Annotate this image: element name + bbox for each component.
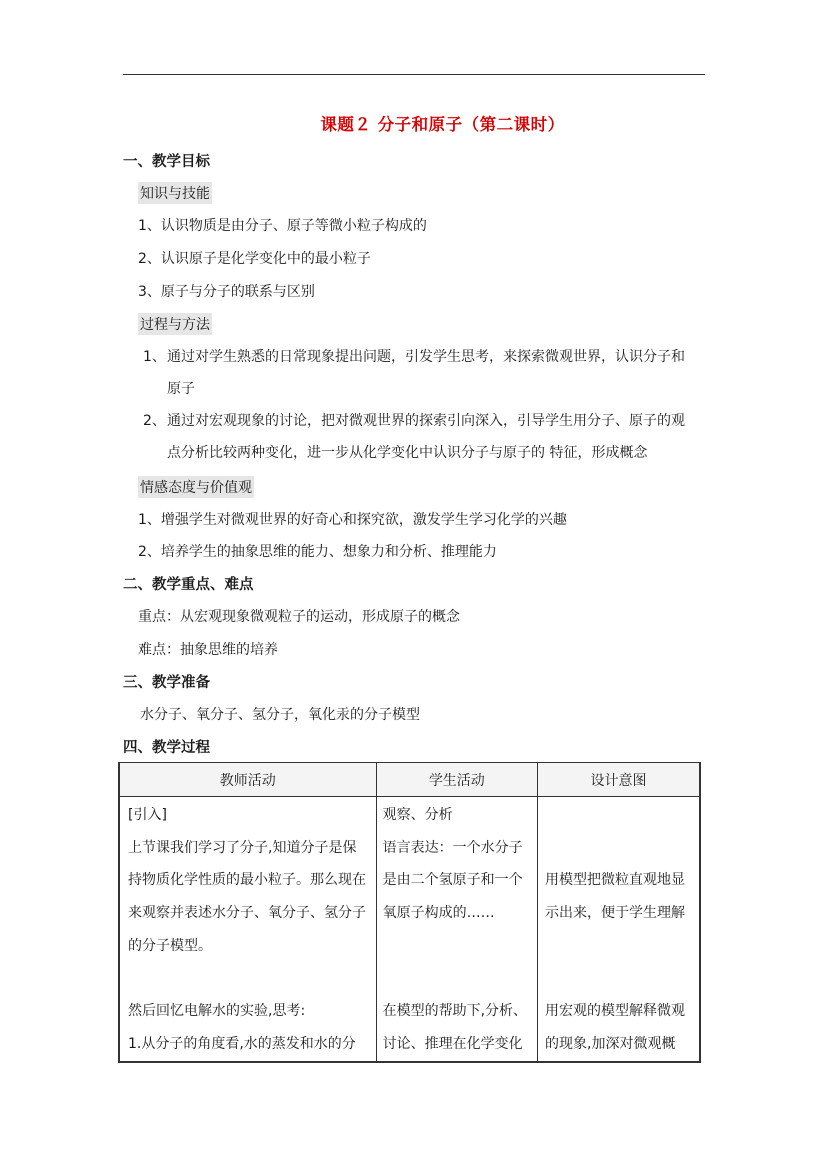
intent-cell <box>538 797 700 1063</box>
process-item-2-line2: 点分析比较两种变化，进一步从化学变化中认识分子与原子的 特征，形成概念 <box>167 445 648 461</box>
teacher-cell <box>119 797 376 1063</box>
process-item-2-line1: 通过对宏观现象的讨论，把对微观世界的探索引向深入，引导学生用分子、原子的观 <box>167 413 685 429</box>
teacher-line: 持物质化学性质的最小粒子。那么现在 <box>128 872 366 888</box>
teacher-line: 1.从分子的角度看,水的蒸发和水的分 <box>128 1036 356 1052</box>
lesson-table <box>118 762 701 1063</box>
section-heading-process: 四、教学过程 <box>123 740 210 756</box>
table-row <box>119 797 700 1063</box>
prep-text: 水分子、氧分子、氢分子，氧化汞的分子模型 <box>140 707 420 723</box>
table-header-row <box>119 763 700 797</box>
intent-line: 的现象,加深对微观概 <box>545 1036 676 1052</box>
student-cell <box>376 797 537 1063</box>
intent-line: 示出来，便于学生理解 <box>545 905 686 921</box>
subheading-attitude: 情感态度与价值观 <box>138 476 254 498</box>
intent-line: 用宏观的模型解释微观 <box>545 1003 686 1019</box>
header-rule <box>123 74 705 75</box>
student-line: 语言表达：一个水分子 <box>382 840 523 856</box>
teacher-line: 上节课我们学习了分子,知道分子是保 <box>128 840 357 856</box>
focus-difficulty: 难点：抽象思维的培养 <box>138 642 278 658</box>
section-heading-focus: 二、教学重点、难点 <box>123 577 254 593</box>
focus-key: 重点：从宏观现象微观粒子的运动，形成原子的概念 <box>138 609 460 625</box>
process-item-1-number: 1、 <box>143 349 166 365</box>
teacher-line: [引入] <box>128 807 167 823</box>
goal-item-2: 2、认识原子是化学变化中的最小粒子 <box>138 251 371 267</box>
subheading-knowledge: 知识与技能 <box>138 182 212 204</box>
teacher-line: 然后回忆电解水的实验,思考: <box>128 1003 306 1019</box>
goal-item-1: 1、认识物质是由分子、原子等微小粒子构成的 <box>138 218 427 234</box>
teacher-line: 的分子模型。 <box>128 938 212 954</box>
student-line: 氧原子构成的…… <box>382 905 495 921</box>
process-item-2-number: 2、 <box>143 413 166 429</box>
attitude-item-2: 2、培养学生的抽象思维的能力、想象力和分析、推理能力 <box>138 544 497 560</box>
student-line: 在模型的帮助下,分析、 <box>382 1003 528 1019</box>
goal-item-3: 3、原子与分子的联系与区别 <box>138 284 315 300</box>
subheading-process: 过程与方法 <box>138 313 212 335</box>
attitude-item-1: 1、增强学生对微观世界的好奇心和探究欲，激发学生学习化学的兴趣 <box>138 512 567 528</box>
page-title: 课题２ 分子和原子（第二课时） <box>320 115 565 134</box>
header-teacher: 教师活动 <box>119 763 376 797</box>
intent-line: 用模型把微粒直观地显 <box>545 872 686 888</box>
student-line: 观察、分析 <box>382 807 453 823</box>
process-item-1-line1: 通过对学生熟悉的日常现象提出问题，引发学生思考，来探索微观世界，认识分子和 <box>167 349 685 365</box>
student-line: 讨论、推理在化学变化 <box>382 1036 523 1052</box>
header-intent: 设计意图 <box>538 763 700 797</box>
student-line: 是由二个氢原子和一个 <box>382 872 523 888</box>
section-heading-goals: 一、教学目标 <box>123 154 210 170</box>
teacher-line: 来观察并表述水分子、氧分子、氢分子 <box>128 905 366 921</box>
process-item-1-line2: 原子 <box>167 381 195 397</box>
section-heading-prep: 三、教学准备 <box>123 675 210 691</box>
header-student: 学生活动 <box>376 763 537 797</box>
